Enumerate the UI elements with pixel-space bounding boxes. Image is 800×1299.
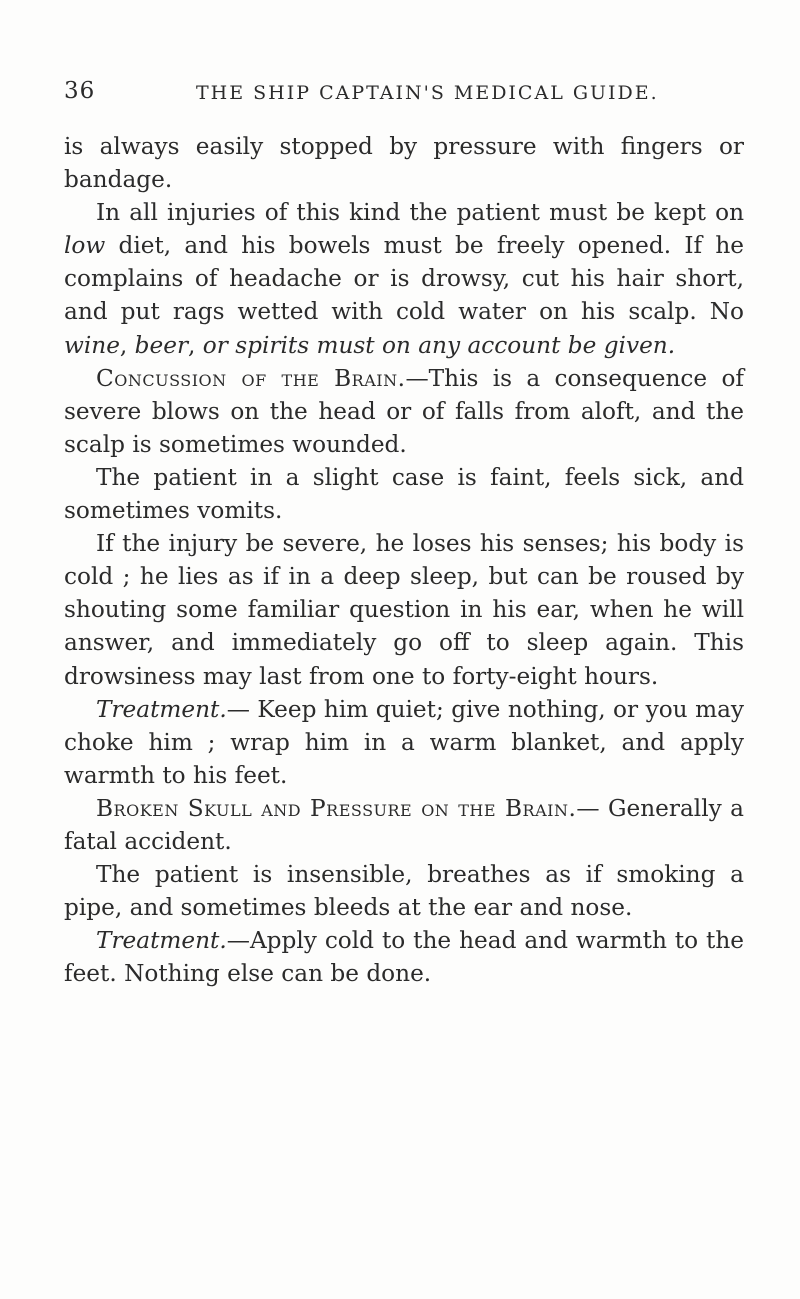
paragraph — [64, 924, 744, 990]
paragraph — [64, 362, 744, 461]
section-heading: Concussion of the Brain. — [96, 364, 406, 392]
running-title: THE SHIP CAPTAIN'S MEDICAL GUIDE. — [196, 82, 659, 104]
treatment-label: Treatment. — [96, 927, 227, 955]
section-heading: Broken Skull and Pressure on the Brain. — [96, 794, 577, 822]
paragraph — [64, 196, 744, 361]
body-text — [64, 130, 744, 990]
paragraph-text: —Apply cold to the head and warmth to the feet. Nothing else can be done. — [64, 927, 744, 988]
paragraph-text: The patient in a slight case is faint, feels sick, and sometimes vomits. — [64, 463, 744, 525]
paragraph-text: If the injury be severe, he loses his senses; his body is cold ; he lies as if in a deep sleep, but can be roused by shouting some familiar question in his ear, when he will answer, and immediately go off to sleep again. This drowsiness may last from one to forty-eight hours. — [64, 530, 744, 690]
paragraph-text: The patient is insensible, breathes as if smoking a pipe, and sometimes bleeds at the ear and nose. — [64, 861, 744, 922]
paragraph — [64, 792, 744, 858]
italic-phrase: or spirits must on any account be given. — [202, 331, 676, 359]
paragraph-text: — Generally a fatal accident. — [64, 794, 744, 855]
paragraph-text: — Keep him quiet; give nothing, or you may choke him ; wrap him in a warm blanket, and apply warmth to his feet. — [64, 695, 744, 789]
italic-term: low — [64, 232, 106, 260]
paragraph-text: In all injuries of this kind the patient must be kept on — [96, 199, 744, 227]
italic-term: wine — [64, 331, 120, 359]
italic-term: beer — [134, 331, 189, 359]
paragraph — [64, 693, 744, 792]
running-head — [64, 78, 744, 112]
paragraph-text: is always easily stopped by pressure with fingers or bandage. — [64, 133, 744, 194]
paragraph — [64, 858, 744, 924]
treatment-label: Treatment. — [96, 695, 227, 723]
paragraph-text: , — [119, 331, 135, 359]
paragraph — [64, 461, 744, 527]
paragraph-text: , — [188, 331, 203, 359]
paragraph — [64, 130, 744, 196]
page-number: 36 — [64, 78, 96, 104]
paragraph-text: diet, and his bowels must be freely opened. If he complains of headache or is drowsy, cut his hair short, and put rags wetted with cold water on his scalp. No — [64, 232, 744, 326]
paragraph — [64, 527, 744, 692]
paragraph-text: —This is a consequence of severe blows on the head or of falls from aloft, and the scalp is sometimes wounded. — [64, 364, 744, 458]
